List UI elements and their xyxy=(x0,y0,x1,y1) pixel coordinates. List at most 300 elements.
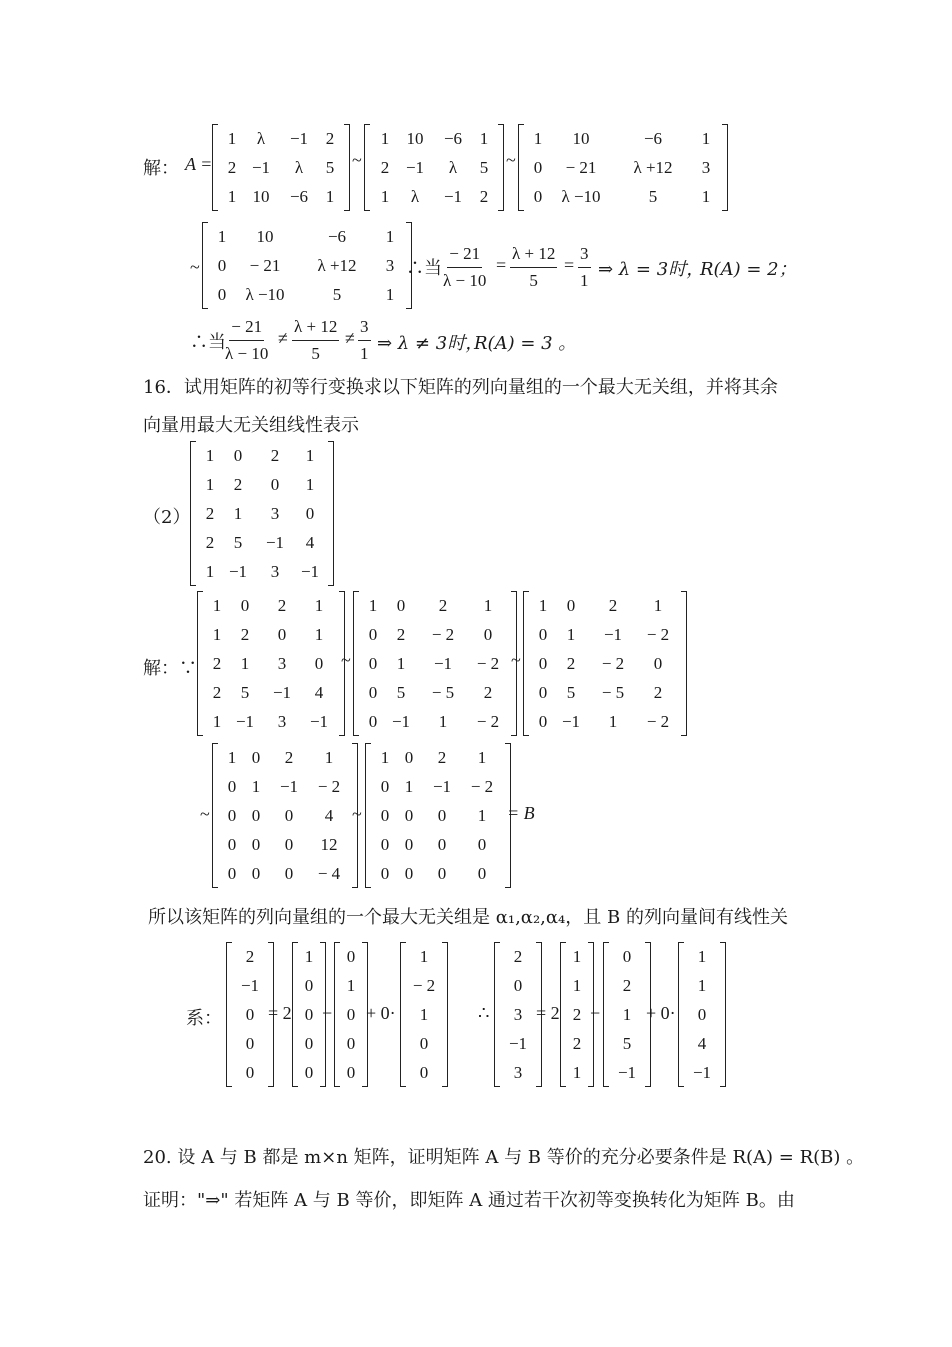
matrix-cell: 0 xyxy=(380,835,390,854)
matrix-problem-right-bracket xyxy=(328,441,334,586)
matrix-cell: 0 xyxy=(533,187,543,206)
matrix-cell: 2 xyxy=(240,625,250,644)
equals-b: = B xyxy=(507,803,535,823)
tilde-5: ~ xyxy=(511,650,521,670)
matrix-cell: 0 xyxy=(404,806,414,825)
matrix-m2-body xyxy=(529,591,681,736)
plus-zero-1: + 0· xyxy=(366,1003,396,1023)
matrix-cell: 2 xyxy=(205,504,215,523)
matrix-cell: 1 xyxy=(572,1063,582,1082)
matrix-m4-body xyxy=(371,743,505,888)
matrix-cell: 3 xyxy=(513,1005,523,1024)
matrix-cell: 0 xyxy=(284,835,294,854)
rank-2: R(A) = 2； xyxy=(700,259,797,280)
a-equals: A = xyxy=(185,154,213,174)
matrix-cell: 1 xyxy=(205,475,215,494)
matrix-cell: 0 xyxy=(251,864,261,883)
matrix-a2-right-bracket xyxy=(722,124,728,211)
matrix-cell: 0 xyxy=(538,712,548,731)
matrix-cell: 1 xyxy=(305,475,315,494)
fraction-3 xyxy=(578,243,591,292)
matrix-cell: 0 xyxy=(346,1005,356,1024)
matrix-cell: − 2 xyxy=(476,712,500,731)
matrix-cell: − 21 xyxy=(565,158,597,177)
vector-v8 xyxy=(678,942,726,1087)
fraction-4-den: λ − 10 xyxy=(225,344,269,363)
matrix-cell: 10 xyxy=(572,129,590,148)
matrix-cell: 0 xyxy=(368,683,378,702)
matrix-cell: 0 xyxy=(368,625,378,644)
relation-label: 系： xyxy=(186,1008,222,1029)
matrix-cell: 1 xyxy=(533,129,543,148)
matrix-cell: λ xyxy=(294,158,304,177)
part-2-label: （2） xyxy=(143,507,191,528)
matrix-cell: 0 xyxy=(227,864,237,883)
matrix-cell: − 21 xyxy=(249,256,281,275)
matrix-cell: −6 xyxy=(327,227,347,246)
matrix-cell: λ xyxy=(448,158,458,177)
matrix-cell: 0 xyxy=(304,1034,314,1053)
fraction-1 xyxy=(443,243,486,292)
matrix-cell: 1 xyxy=(227,129,237,148)
matrix-cell: 0 xyxy=(483,625,493,644)
matrix-cell: − 2 xyxy=(412,976,436,995)
matrix-cell: −1 xyxy=(265,533,285,552)
matrix-cell: 3 xyxy=(385,256,395,275)
implies-lambda-neq-3: ⇒ λ ≠ 3时， xyxy=(377,333,484,354)
solution-because: 解：∵ xyxy=(143,658,197,679)
matrix-cell: 2 xyxy=(212,654,222,673)
fraction-6 xyxy=(358,316,371,365)
matrix-cell: λ xyxy=(410,187,420,206)
neq-1: ≠ xyxy=(278,328,288,348)
matrix-cell: 1 xyxy=(212,625,222,644)
matrix-cell: 1 xyxy=(697,976,707,995)
matrix-cell: 2 xyxy=(653,683,663,702)
matrix-cell: −1 xyxy=(309,712,329,731)
tilde-2: ~ xyxy=(506,150,516,170)
matrix-cell: 0 xyxy=(314,654,324,673)
matrix-m1 xyxy=(353,591,517,736)
matrix-cell: 1 xyxy=(477,806,487,825)
matrix-cell: 1 xyxy=(419,1005,429,1024)
matrix-cell: 1 xyxy=(608,712,618,731)
tilde-4: ~ xyxy=(341,650,351,670)
vector-v2-body xyxy=(298,942,320,1087)
vector-v3 xyxy=(334,942,368,1087)
matrix-cell: − 2 xyxy=(476,654,500,673)
matrix-cell: −1 xyxy=(240,976,260,995)
matrix-cell: 1 xyxy=(205,562,215,581)
matrix-cell: 0 xyxy=(245,1063,255,1082)
matrix-cell: 0 xyxy=(227,835,237,854)
matrix-cell: 1 xyxy=(324,748,334,767)
matrix-cell: 0 xyxy=(396,596,406,615)
matrix-cell: 0 xyxy=(477,864,487,883)
matrix-cell: 3 xyxy=(270,562,280,581)
matrix-cell: − 5 xyxy=(601,683,625,702)
rank-3: R(A) = 3 。 xyxy=(474,333,577,354)
matrix-cell: 0 xyxy=(304,976,314,995)
matrix-cell: 2 xyxy=(270,446,280,465)
matrix-cell: 2 xyxy=(396,625,406,644)
matrix-cell: − 5 xyxy=(431,683,455,702)
matrix-cell: −1 xyxy=(272,683,292,702)
question-16-line-2: 向量用最大无关组线性表示 xyxy=(143,415,359,436)
vector-v6-body xyxy=(566,942,588,1087)
matrix-cell: 5 xyxy=(479,158,489,177)
matrix-cell: 5 xyxy=(566,683,576,702)
matrix-cell: 1 xyxy=(304,947,314,966)
vector-v6 xyxy=(560,942,594,1087)
matrix-a0-body xyxy=(218,124,344,211)
minus-1: − xyxy=(322,1003,333,1023)
matrix-cell: 5 xyxy=(325,158,335,177)
fraction-5-num: λ + 12 xyxy=(292,316,339,341)
matrix-cell: −1 xyxy=(508,1034,528,1053)
matrix-cell: 1 xyxy=(380,748,390,767)
tilde-6: ~ xyxy=(200,804,210,824)
matrix-cell: 2 xyxy=(277,596,287,615)
matrix-cell: 1 xyxy=(404,777,414,796)
matrix-cell: 0 xyxy=(305,504,315,523)
matrix-cell: 1 xyxy=(483,596,493,615)
matrix-cell: 1 xyxy=(479,129,489,148)
matrix-cell: 0 xyxy=(404,748,414,767)
matrix-cell: 2 xyxy=(438,596,448,615)
matrix-cell: 4 xyxy=(324,806,334,825)
matrix-cell: 2 xyxy=(325,129,335,148)
fraction-5 xyxy=(292,316,339,365)
matrix-cell: 12 xyxy=(320,835,338,854)
matrix-cell: 0 xyxy=(346,1063,356,1082)
matrix-cell: 5 xyxy=(396,683,406,702)
vector-v8-body xyxy=(684,942,720,1087)
matrix-a2-body xyxy=(524,124,722,211)
matrix-a1 xyxy=(364,124,504,211)
matrix-cell: 2 xyxy=(572,1005,582,1024)
tilde-3: ~ xyxy=(190,257,200,277)
matrix-cell: 0 xyxy=(251,806,261,825)
matrix-a1-body xyxy=(370,124,498,211)
therefore-when-2: ∴当 xyxy=(190,332,226,353)
matrix-m4 xyxy=(365,743,511,888)
matrix-cell: 1 xyxy=(212,712,222,731)
matrix-cell: 1 xyxy=(240,654,250,673)
matrix-cell: 1 xyxy=(368,596,378,615)
matrix-cell: 0 xyxy=(437,806,447,825)
fraction-2-num: λ + 12 xyxy=(510,243,557,268)
matrix-m0-body xyxy=(203,591,339,736)
matrix-cell: −1 xyxy=(561,712,581,731)
matrix-cell: 0 xyxy=(304,1005,314,1024)
matrix-cell: 1 xyxy=(380,129,390,148)
matrix-cell: 3 xyxy=(270,504,280,523)
matrix-cell: 3 xyxy=(277,712,287,731)
matrix-cell: 1 xyxy=(217,227,227,246)
matrix-cell: 0 xyxy=(477,835,487,854)
vector-v8-right-bracket xyxy=(720,942,726,1087)
matrix-cell: 0 xyxy=(380,864,390,883)
fraction-2 xyxy=(510,243,557,292)
matrix-cell: −1 xyxy=(603,625,623,644)
fraction-5-den: 5 xyxy=(311,344,320,363)
vector-v3-body xyxy=(340,942,362,1087)
equals-two-2: = 2 xyxy=(536,1003,560,1023)
vector-v5 xyxy=(494,942,542,1087)
therefore-when-1: ∴当 xyxy=(406,258,442,279)
matrix-cell: 1 xyxy=(538,596,548,615)
matrix-cell: 1 xyxy=(305,446,315,465)
vector-v7-body xyxy=(609,942,645,1087)
matrix-cell: 0 xyxy=(227,806,237,825)
matrix-a0-right-bracket xyxy=(344,124,350,211)
matrix-cell: 0 xyxy=(233,446,243,465)
matrix-cell: 2 xyxy=(245,947,255,966)
solution-label: 解： xyxy=(143,158,179,179)
matrix-cell: 10 xyxy=(256,227,274,246)
matrix-cell: 0 xyxy=(622,947,632,966)
matrix-cell: 0 xyxy=(538,683,548,702)
vector-v1 xyxy=(226,942,274,1087)
matrix-cell: −6 xyxy=(289,187,309,206)
matrix-cell: 3 xyxy=(277,654,287,673)
matrix-cell: λ +12 xyxy=(633,158,673,177)
matrix-cell: 4 xyxy=(314,683,324,702)
matrix-cell: 1 xyxy=(419,947,429,966)
matrix-cell: 1 xyxy=(314,596,324,615)
fraction-2-den: 5 xyxy=(529,271,538,290)
matrix-cell: 0 xyxy=(380,806,390,825)
matrix-cell: −1 xyxy=(433,654,453,673)
matrix-cell: 2 xyxy=(212,683,222,702)
matrix-cell: 0 xyxy=(437,835,447,854)
matrix-cell: 2 xyxy=(205,533,215,552)
matrix-cell: −1 xyxy=(391,712,411,731)
question-20-line-1: 20. 设 A 与 B 都是 m×n 矩阵，证明矩阵 A 与 B 等价的充分必要条件是 R(A) = R(B) 。 xyxy=(143,1147,865,1168)
matrix-cell: 0 xyxy=(240,596,250,615)
matrix-cell: 0 xyxy=(304,1063,314,1082)
matrix-cell: 0 xyxy=(251,835,261,854)
therefore-symbol: ∴ xyxy=(478,1003,490,1023)
matrix-cell: λ +12 xyxy=(317,256,357,275)
matrix-cell: 1 xyxy=(251,777,261,796)
matrix-cell: −1 xyxy=(692,1063,712,1082)
matrix-cell: 1 xyxy=(653,596,663,615)
fraction-3-den: 1 xyxy=(580,271,589,290)
matrix-cell: 1 xyxy=(325,187,335,206)
matrix-cell: 0 xyxy=(368,654,378,673)
matrix-cell: − 2 xyxy=(601,654,625,673)
matrix-cell: 0 xyxy=(513,976,523,995)
vector-v4 xyxy=(400,942,448,1087)
vector-v4-right-bracket xyxy=(442,942,448,1087)
matrix-cell: 4 xyxy=(697,1034,707,1053)
matrix-cell: − 2 xyxy=(646,712,670,731)
question-16-line-1: 16．试用矩阵的初等行变换求以下矩阵的列向量组的一个最大无关组，并将其余 xyxy=(143,377,778,398)
matrix-cell: 1 xyxy=(227,748,237,767)
matrix-cell: − 4 xyxy=(317,864,341,883)
matrix-cell: −1 xyxy=(405,158,425,177)
matrix-cell: 0 xyxy=(404,835,414,854)
matrix-cell: − 2 xyxy=(431,625,455,644)
matrix-m2 xyxy=(523,591,687,736)
matrix-cell: 0 xyxy=(227,777,237,796)
matrix-cell: 1 xyxy=(697,947,707,966)
matrix-cell: −1 xyxy=(300,562,320,581)
matrix-cell: 2 xyxy=(513,947,523,966)
matrix-cell: 1 xyxy=(385,227,395,246)
matrix-a2 xyxy=(518,124,728,211)
matrix-cell: λ −10 xyxy=(561,187,601,206)
matrix-cell: 1 xyxy=(233,504,243,523)
matrix-cell: 3 xyxy=(701,158,711,177)
vector-v1-body xyxy=(232,942,268,1087)
matrix-cell: 0 xyxy=(538,625,548,644)
matrix-cell: 2 xyxy=(622,976,632,995)
matrix-cell: 1 xyxy=(622,1005,632,1024)
matrix-cell: 0 xyxy=(245,1005,255,1024)
matrix-cell: 1 xyxy=(314,625,324,644)
matrix-cell: 2 xyxy=(437,748,447,767)
matrix-cell: 0 xyxy=(284,864,294,883)
matrix-cell: 0 xyxy=(697,1005,707,1024)
matrix-cell: 1 xyxy=(572,947,582,966)
matrix-cell: 0 xyxy=(538,654,548,673)
matrix-cell: 0 xyxy=(251,748,261,767)
fraction-1-num: − 21 xyxy=(447,243,482,268)
matrix-cell: 1 xyxy=(380,187,390,206)
matrix-cell: 10 xyxy=(406,129,424,148)
matrix-cell: 0 xyxy=(277,625,287,644)
matrix-cell: λ −10 xyxy=(245,285,285,304)
equals-2: = xyxy=(564,255,575,275)
matrix-m3 xyxy=(212,743,358,888)
matrix-a0 xyxy=(212,124,350,211)
fraction-3-num: 3 xyxy=(578,243,591,268)
matrix-cell: 2 xyxy=(380,158,390,177)
neq-2: ≠ xyxy=(345,328,355,348)
conclusion-line: 所以该矩阵的列向量组的一个最大无关组是 α₁,α₂,α₄，且 B 的列向量间有线性关 xyxy=(148,907,788,928)
matrix-cell: 2 xyxy=(566,654,576,673)
matrix-m2-right-bracket xyxy=(681,591,687,736)
matrix-cell: −1 xyxy=(251,158,271,177)
matrix-cell: 2 xyxy=(284,748,294,767)
matrix-cell: 1 xyxy=(477,748,487,767)
matrix-cell: 1 xyxy=(346,976,356,995)
matrix-cell: 1 xyxy=(701,187,711,206)
matrix-cell: 1 xyxy=(227,187,237,206)
matrix-cell: 2 xyxy=(572,1034,582,1053)
matrix-cell: 0 xyxy=(270,475,280,494)
tilde-7: ~ xyxy=(352,804,362,824)
matrix-cell: 1 xyxy=(396,654,406,673)
matrix-cell: 1 xyxy=(438,712,448,731)
matrix-cell: 2 xyxy=(483,683,493,702)
vector-v4-body xyxy=(406,942,442,1087)
matrix-cell: 2 xyxy=(227,158,237,177)
fraction-1-den: λ − 10 xyxy=(443,271,487,290)
vector-v7 xyxy=(603,942,651,1087)
question-20-line-2: 证明："⇒" 若矩阵 A 与 B 等价，即矩阵 A 通过若干次初等变换转化为矩阵 B。由 xyxy=(143,1190,795,1211)
matrix-cell: 0 xyxy=(533,158,543,177)
matrix-cell: 2 xyxy=(479,187,489,206)
matrix-cell: −1 xyxy=(289,129,309,148)
matrix-cell: 1 xyxy=(212,596,222,615)
matrix-cell: 0 xyxy=(368,712,378,731)
matrix-cell: 5 xyxy=(622,1034,632,1053)
equals-1: = xyxy=(496,255,507,275)
matrix-cell: 2 xyxy=(608,596,618,615)
matrix-cell: 0 xyxy=(346,947,356,966)
matrix-cell: 0 xyxy=(566,596,576,615)
matrix-cell: − 2 xyxy=(470,777,494,796)
matrix-cell: −1 xyxy=(432,777,452,796)
matrix-cell: 5 xyxy=(233,533,243,552)
matrix-cell: 0 xyxy=(437,864,447,883)
implies-lambda-3: ⇒ λ = 3时， xyxy=(598,259,705,280)
matrix-cell: λ xyxy=(256,129,266,148)
matrix-cell: 0 xyxy=(217,256,227,275)
matrix-cell: 0 xyxy=(346,1034,356,1053)
matrix-cell: 5 xyxy=(332,285,342,304)
fraction-6-den: 1 xyxy=(360,344,369,363)
matrix-cell: 1 xyxy=(385,285,395,304)
fraction-4 xyxy=(225,316,268,365)
matrix-problem-body xyxy=(196,441,328,586)
plus-zero-2: + 0· xyxy=(646,1003,676,1023)
matrix-cell: 4 xyxy=(305,533,315,552)
matrix-cell: −6 xyxy=(443,129,463,148)
matrix-cell: 0 xyxy=(284,806,294,825)
equals-two-1: = 2 xyxy=(268,1003,292,1023)
matrix-problem xyxy=(190,441,334,586)
matrix-cell: 1 xyxy=(205,446,215,465)
matrix-cell: 2 xyxy=(233,475,243,494)
fraction-4-num: − 21 xyxy=(229,316,264,341)
fraction-6-num: 3 xyxy=(358,316,371,341)
matrix-cell: − 2 xyxy=(317,777,341,796)
matrix-cell: −1 xyxy=(235,712,255,731)
matrix-cell: 0 xyxy=(245,1034,255,1053)
matrix-cell: 0 xyxy=(653,654,663,673)
matrix-cell: 0 xyxy=(419,1063,429,1082)
matrix-cell: 10 xyxy=(252,187,270,206)
matrix-cell: 0 xyxy=(419,1034,429,1053)
matrix-cell: 1 xyxy=(572,976,582,995)
matrix-m1-body xyxy=(359,591,511,736)
matrix-m0 xyxy=(197,591,345,736)
matrix-cell: −6 xyxy=(643,129,663,148)
matrix-cell: 0 xyxy=(217,285,227,304)
matrix-cell: −1 xyxy=(443,187,463,206)
matrix-cell: 3 xyxy=(513,1063,523,1082)
matrix-a3 xyxy=(202,222,412,309)
matrix-cell: 5 xyxy=(240,683,250,702)
matrix-m3-body xyxy=(218,743,352,888)
matrix-cell: −1 xyxy=(228,562,248,581)
matrix-cell: 1 xyxy=(566,625,576,644)
matrix-a1-right-bracket xyxy=(498,124,504,211)
tilde-1: ~ xyxy=(352,150,362,170)
matrix-cell: 1 xyxy=(701,129,711,148)
matrix-cell: −1 xyxy=(617,1063,637,1082)
matrix-cell: −1 xyxy=(279,777,299,796)
minus-2: − xyxy=(590,1003,601,1023)
matrix-a3-body xyxy=(208,222,406,309)
matrix-cell: 5 xyxy=(648,187,658,206)
vector-v5-body xyxy=(500,942,536,1087)
